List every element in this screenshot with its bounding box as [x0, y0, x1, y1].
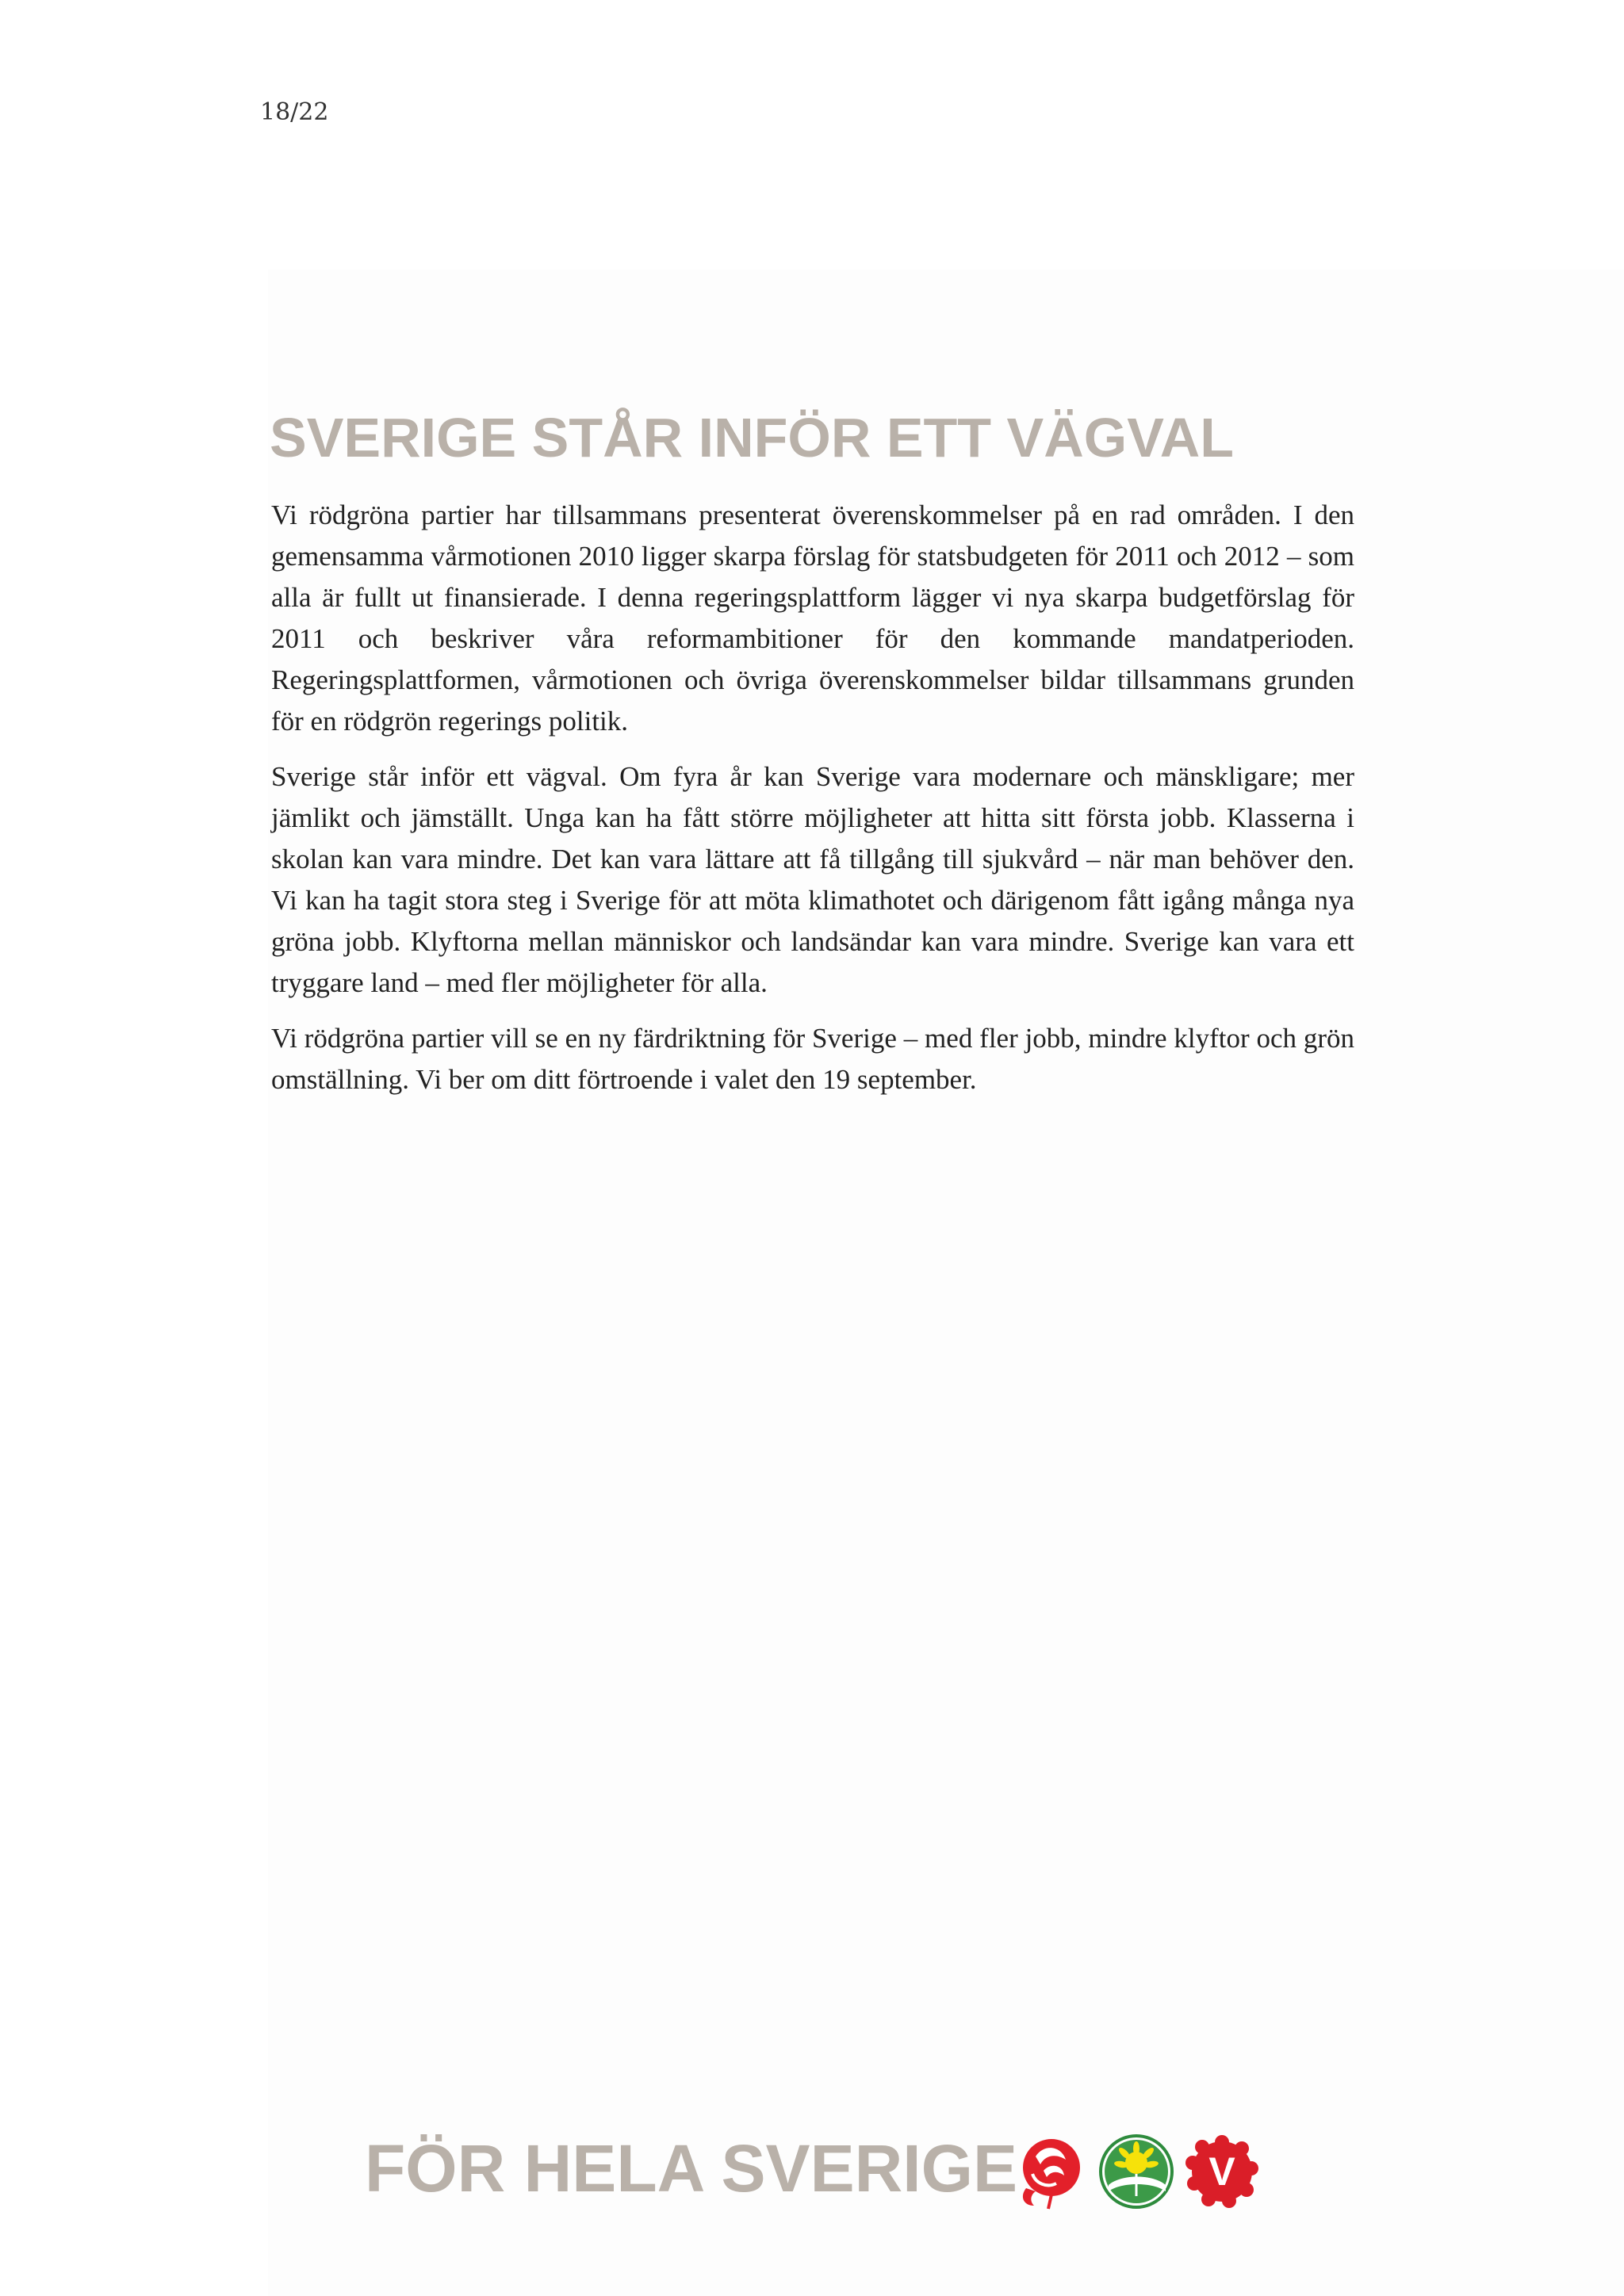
- party-logos: [1012, 2133, 1258, 2212]
- left-party-letter: V: [1208, 2149, 1235, 2194]
- green-party-dandelion-logo-icon: [1097, 2133, 1175, 2210]
- paragraph: Vi rödgröna partier vill se en ny färdriktning för Sverige – med fler jobb, mindre klyftor och grön omställning. Vi ber om ditt förtroende i valet den 19 september.: [271, 1023, 1354, 1095]
- footer-slogan: FÖR HELA SVERIGE: [365, 2131, 1017, 2206]
- social-democrats-rose-logo-icon: [1012, 2133, 1088, 2210]
- section-heading: SVERIGE STÅR INFÖR ETT VÄGVAL: [270, 407, 1235, 469]
- paragraph: Sverige står inför ett vägval. Om fyra år kan Sverige vara modernare och mänskligare; mer jämlikt och jämställt. Unga kan ha fått större möjligheter att hitta sitt första jobb. Klasserna i skolan kan vara mindre. Det kan vara lättare att få tillgång till sjukvård – när man behöver den. Vi kan ha tagit stora steg i Sverige för att möta klimathotet och därigenom fått igång många nya gröna jobb. Klyftorna mellan människor och landsändar kan vara mindre. Sverige kan vara ett tryggare land – med fler möjligheter för alla.: [271, 761, 1354, 998]
- body-text: [271, 495, 1354, 1115]
- left-party-v-logo-icon: [1185, 2133, 1259, 2210]
- page-number: 18/22: [260, 98, 329, 126]
- paragraph: Vi rödgröna partier har tillsammans presenterat överenskommelser på en rad områden. I den gemensamma vårmotionen 2010 ligger skarpa förslag för statsbudgeten för 2011 och 2012 – som alla är fullt ut finansierade. I denna regeringsplattform lägger vi nya skarpa budgetförslag för 2011 och beskriver våra reformambitioner för den kommande mandatperioden. Regeringsplattformen, vårmotionen och övriga överenskommelser bildar tillsammans grunden för en rödgrön regerings politik.: [271, 499, 1354, 737]
